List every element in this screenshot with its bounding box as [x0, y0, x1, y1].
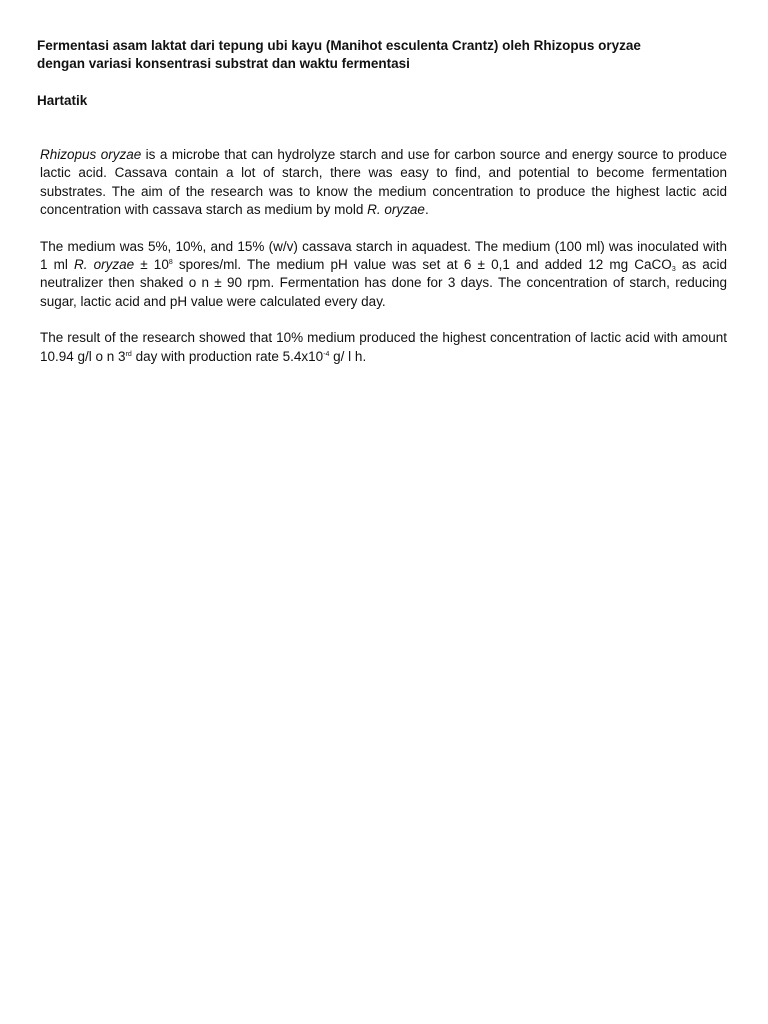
- paragraph-text: day with production rate 5.4x10: [131, 348, 324, 364]
- paragraph-text: is a microbe that can hydrolyze starch and use for carbon source and energy source to produce lactic acid. Cassava contain a lot of starch, there was easy to find, and potential to become fermentation substrates. The aim of the research was to know the medium concentration to produce the highest lactic acid concentration with cassava starch as medium by mold: [40, 147, 727, 218]
- paragraph-text: The result of the research showed that 10% medium produced the highest concentration of lactic acid with amount 10.94 g/l o n 3: [40, 330, 727, 364]
- paragraph-text: The medium was 5%, 10%, and 15% (w/v) cassava starch in aquadest. The medium (100 ml) was inoculated with 1 ml: [40, 238, 727, 273]
- ordinal-suffix: rd: [125, 350, 132, 358]
- exponent: 8: [168, 259, 173, 267]
- organism-short-name: R. oryzae: [74, 257, 135, 273]
- organism-short-name: R. oryzae: [367, 202, 425, 218]
- organism-name: Rhizopus oryzae: [40, 147, 142, 162]
- subscript: 3: [671, 266, 676, 274]
- title-line-1: Fermentasi asam laktat dari tepung ubi kayu (Manihot esculenta Crantz) oleh Rhizopus oryzae: [37, 38, 641, 53]
- title-line-2: dengan variasi konsentrasi substrat dan waktu fermentasi: [37, 56, 410, 71]
- document-title: [37, 37, 737, 73]
- paragraph-text: spores/ml. The medium pH value was set at 6 ± 0,1 and added 12 mg CaCO: [172, 257, 672, 273]
- exponent: -4: [323, 350, 330, 358]
- abstract-paragraph-2: [40, 238, 727, 312]
- author-name: Hartatik: [37, 93, 88, 108]
- paragraph-end: .: [424, 202, 429, 218]
- abstract-body: [40, 146, 727, 384]
- abstract-paragraph-3: [40, 329, 727, 366]
- paragraph-text: as acid neutralizer then shaked o n ± 90 rpm. Fermentation has done for 3 days. The concentration of starch, reducing sugar, lactic acid and pH value were calculated every day.: [40, 257, 727, 309]
- abstract-paragraph-1: [40, 146, 727, 220]
- paragraph-text: ± 10: [134, 257, 169, 273]
- paragraph-text: g/ l h.: [329, 348, 367, 364]
